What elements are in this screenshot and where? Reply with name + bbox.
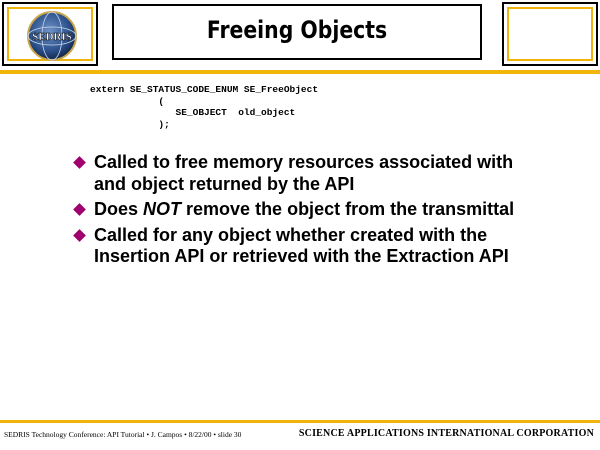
bullet-text: Does NOT remove the object from the transmittal bbox=[94, 199, 515, 219]
right-header-frame bbox=[502, 2, 598, 66]
bullet-item bbox=[70, 199, 530, 221]
code-block bbox=[90, 84, 318, 130]
diamond-bullet-icon bbox=[73, 156, 86, 169]
footer-company: SCIENCE APPLICATIONS INTERNATIONAL CORPORATION bbox=[298, 428, 594, 439]
footer-divider bbox=[0, 420, 600, 423]
diamond-bullet-icon bbox=[73, 229, 86, 242]
title-frame bbox=[112, 4, 482, 60]
bullet-item bbox=[70, 152, 530, 195]
bullet-list bbox=[70, 152, 530, 272]
code-line: SE_OBJECT old_object bbox=[90, 107, 296, 118]
sedris-logo bbox=[24, 10, 80, 62]
code-line: ( bbox=[90, 95, 165, 107]
right-frame-inner-border bbox=[507, 7, 593, 61]
page-title: Freeing Objects bbox=[206, 16, 388, 44]
logo-frame bbox=[2, 2, 98, 66]
bullet-text: Called to free memory resources associated with and object returned by the API bbox=[94, 152, 514, 194]
diamond-bullet-icon bbox=[73, 203, 86, 216]
code-line: extern SE_STATUS_CODE_ENUM SE_FreeObject bbox=[90, 84, 319, 95]
emphasis-text: NOT bbox=[143, 199, 182, 219]
logo-text: SEDRIS bbox=[32, 31, 72, 43]
code-line: ); bbox=[90, 118, 170, 130]
header-divider bbox=[0, 70, 600, 74]
footer-citation: SEDRIS Technology Conference: API Tutorial • J. Campos • 8/22/00 • slide 30 bbox=[4, 430, 242, 439]
bullet-text: Called for any object whether created with the Insertion API or retrieved with the Extraction API bbox=[94, 224, 509, 266]
bullet-item bbox=[70, 225, 530, 268]
